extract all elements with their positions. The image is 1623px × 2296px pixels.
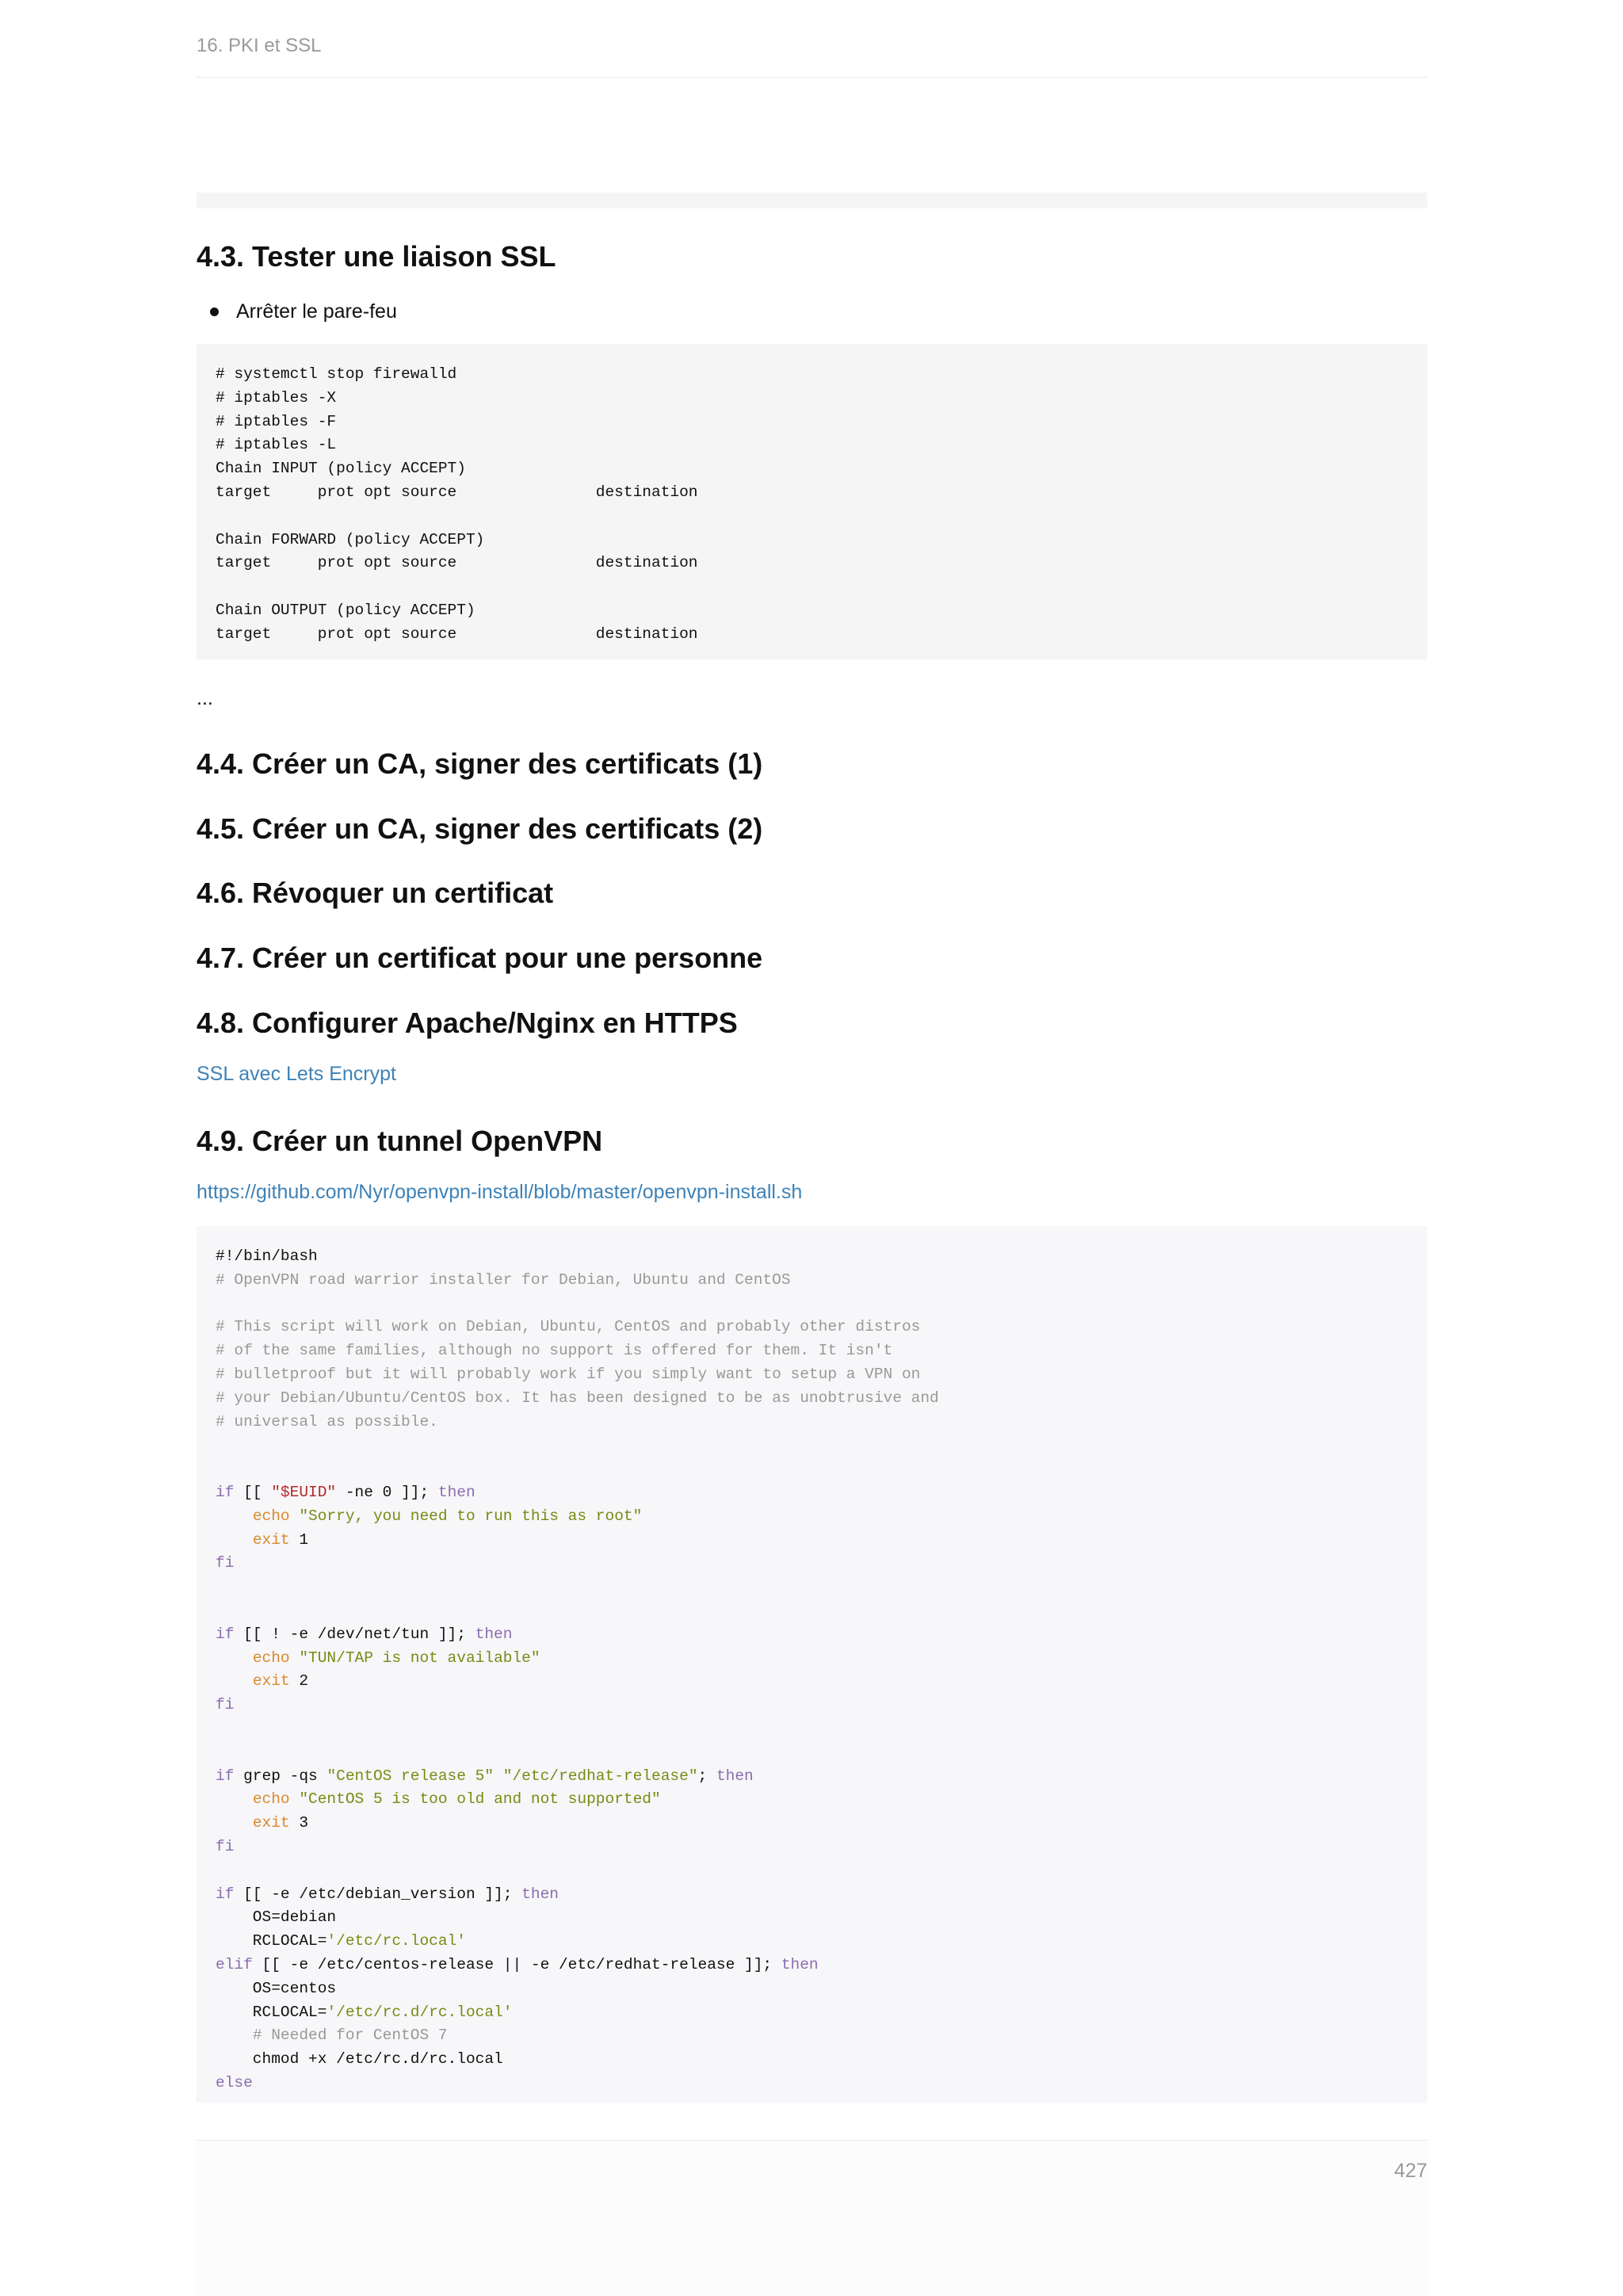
openvpn-script-link[interactable]: https://github.com/Nyr/openvpn-install/blob/master/openvpn-install.sh — [197, 1181, 803, 1203]
code-token: #!/bin/bash — [216, 1247, 318, 1265]
code-line — [216, 1670, 1408, 1694]
code-token: '/etc/rc.local' — [327, 1932, 466, 1950]
code-token: exit — [252, 1530, 290, 1549]
code-token — [216, 1790, 253, 1808]
code-token — [216, 1531, 253, 1549]
code-token — [216, 1672, 253, 1690]
code-token: if — [216, 1767, 235, 1785]
code-token: fi — [216, 1837, 235, 1855]
code-line — [216, 1481, 1408, 1505]
code-token: fi — [216, 1554, 235, 1572]
code-line — [216, 2024, 1408, 2048]
code-token: echo — [252, 1507, 290, 1525]
code-token — [216, 1507, 253, 1525]
code-token: RCLOCAL= — [216, 2003, 327, 2021]
code-line: target prot opt source destination — [216, 483, 698, 501]
code-line — [216, 1269, 1408, 1293]
code-line — [216, 1576, 1408, 1599]
code-line — [216, 1387, 1408, 1411]
code-token: RCLOCAL= — [216, 1932, 327, 1950]
code-token: [[ -e /etc/centos-release || -e /etc/redhat-release ]]; — [252, 1955, 781, 1973]
code-line: # iptables -F — [216, 412, 337, 430]
code-token: OS=debian — [216, 1908, 337, 1927]
code-token: OS=centos — [216, 1979, 337, 1997]
code-token: 1 — [289, 1530, 309, 1549]
code-token: "TUN/TAP is not available" — [299, 1648, 540, 1667]
code-line — [216, 1717, 1408, 1741]
code-token — [290, 1790, 300, 1808]
code-line — [216, 1339, 1408, 1363]
code-token — [290, 1649, 300, 1667]
code-token: echo — [252, 1790, 290, 1809]
code-token: # Needed for CentOS 7 — [252, 2027, 448, 2045]
bullet-list — [197, 298, 397, 325]
code-line — [216, 1906, 1408, 1930]
code-token: [[ -e /etc/debian_version ]]; — [234, 1885, 522, 1903]
openvpn-script-code — [216, 1245, 1408, 2095]
code-token: # This script will work on Debian, Ubuntu, CentOS and probably other distros — [216, 1318, 921, 1336]
code-line — [216, 1741, 1408, 1765]
code-token: [[ — [234, 1483, 272, 1501]
code-token — [290, 1507, 300, 1525]
code-token: # bulletproof but it will probably work if you simply want to setup a VPN on — [216, 1365, 921, 1383]
code-token: ; — [697, 1767, 716, 1785]
code-line: # systemctl stop firewalld — [216, 365, 457, 383]
firewall-code — [216, 363, 1408, 647]
code-line — [216, 1647, 1408, 1671]
code-token: "$EUID" — [271, 1483, 337, 1501]
code-token: exit — [252, 1814, 290, 1832]
code-token: elif — [216, 1955, 253, 1973]
code-line — [216, 505, 1408, 529]
heading-4-4: 4.4. Créer un CA, signer des certificats (1) — [197, 747, 763, 780]
code-token: fi — [216, 1696, 235, 1714]
code-token: then — [781, 1955, 819, 1973]
code-token: else — [216, 2073, 253, 2092]
code-token: grep -qs — [234, 1767, 327, 1785]
code-token: if — [216, 1625, 235, 1643]
code-token: [[ ! -e /dev/net/tun ]]; — [234, 1625, 475, 1643]
code-line — [216, 1552, 1408, 1576]
code-token: echo — [252, 1648, 290, 1667]
heading-4-5: 4.5. Créer un CA, signer des certificats (2) — [197, 812, 763, 845]
code-line — [216, 1293, 1408, 1316]
heading-4-6: 4.6. Révoquer un certificat — [197, 877, 554, 909]
code-line: Chain FORWARD (policy ACCEPT) — [216, 530, 485, 548]
code-token: if — [216, 1483, 235, 1501]
code-token: then — [716, 1767, 754, 1785]
code-line — [216, 2048, 1408, 2072]
code-line — [216, 1599, 1408, 1623]
code-line — [216, 1883, 1408, 1907]
code-token — [216, 2027, 253, 2044]
code-token — [216, 1649, 253, 1667]
code-line — [216, 1836, 1408, 1859]
code-line: # iptables -X — [216, 388, 337, 407]
code-token — [216, 1814, 253, 1832]
code-token — [494, 1767, 503, 1785]
code-line — [216, 1363, 1408, 1387]
heading-4-9: 4.9. Créer un tunnel OpenVPN — [197, 1125, 603, 1157]
code-line — [216, 1457, 1408, 1481]
code-block-continuation — [197, 193, 1427, 208]
code-line — [216, 1316, 1408, 1339]
code-line: Chain OUTPUT (policy ACCEPT) — [216, 601, 475, 619]
code-line — [216, 1411, 1408, 1435]
code-line — [216, 1954, 1408, 1977]
code-line: # iptables -L — [216, 436, 337, 454]
code-token: # OpenVPN road warrior installer for Debian, Ubuntu and CentOS — [216, 1270, 791, 1289]
code-line — [216, 1245, 1408, 1269]
code-line — [216, 1434, 1408, 1457]
code-line — [216, 1529, 1408, 1553]
letsencrypt-link[interactable]: SSL avec Lets Encrypt — [197, 1063, 396, 1085]
code-line — [216, 575, 1408, 599]
code-token: "Sorry, you need to run this as root" — [299, 1507, 643, 1525]
code-line: target prot opt source destination — [216, 625, 698, 643]
code-token: # universal as possible. — [216, 1412, 438, 1431]
code-line: target prot opt source destination — [216, 554, 698, 572]
running-header: 16. PKI et SSL — [197, 35, 1427, 78]
firewall-code-block — [197, 344, 1427, 659]
code-token: then — [437, 1483, 475, 1501]
openvpn-script-code-block — [197, 1226, 1427, 2103]
code-token: "CentOS release 5" — [327, 1767, 495, 1785]
code-line — [216, 1859, 1408, 1883]
code-token: -ne 0 ]]; — [336, 1483, 438, 1501]
code-line — [216, 1765, 1408, 1789]
code-token: 2 — [289, 1672, 309, 1690]
code-token: exit — [252, 1672, 290, 1690]
code-token: '/etc/rc.d/rc.local' — [327, 2003, 513, 2021]
code-line — [216, 1788, 1408, 1812]
code-line — [216, 1930, 1408, 1954]
code-line — [216, 1977, 1408, 2001]
code-token: then — [475, 1625, 513, 1643]
list-item: Arrêter le pare-feu — [197, 298, 397, 325]
heading-4-8: 4.8. Configurer Apache/Nginx en HTTPS — [197, 1007, 738, 1039]
code-token: "CentOS 5 is too old and not supported" — [299, 1790, 661, 1809]
code-line — [216, 2072, 1408, 2095]
code-token: then — [521, 1885, 559, 1903]
code-line — [216, 1623, 1408, 1647]
code-token: "/etc/redhat-release" — [502, 1767, 698, 1785]
code-token: if — [216, 1885, 235, 1903]
code-line — [216, 1694, 1408, 1717]
heading-4-7: 4.7. Créer un certificat pour une personne — [197, 942, 763, 974]
code-token: 3 — [289, 1814, 309, 1832]
code-token: # of the same families, although no support is offered for them. It isn't — [216, 1342, 893, 1360]
code-line: Chain INPUT (policy ACCEPT) — [216, 460, 466, 478]
heading-4-3: 4.3. Tester une liaison SSL — [197, 240, 556, 273]
code-line — [216, 1505, 1408, 1529]
code-line — [216, 1812, 1408, 1836]
code-line — [216, 2001, 1408, 2025]
code-token: chmod +x /etc/rc.d/rc.local — [216, 2050, 503, 2069]
page-number: 427 — [1394, 2160, 1427, 2182]
page-footer — [197, 2140, 1427, 2296]
ellipsis-text: ... — [197, 687, 213, 709]
code-token: # your Debian/Ubuntu/CentOS box. It has been designed to be as unobtrusive and — [216, 1389, 939, 1407]
